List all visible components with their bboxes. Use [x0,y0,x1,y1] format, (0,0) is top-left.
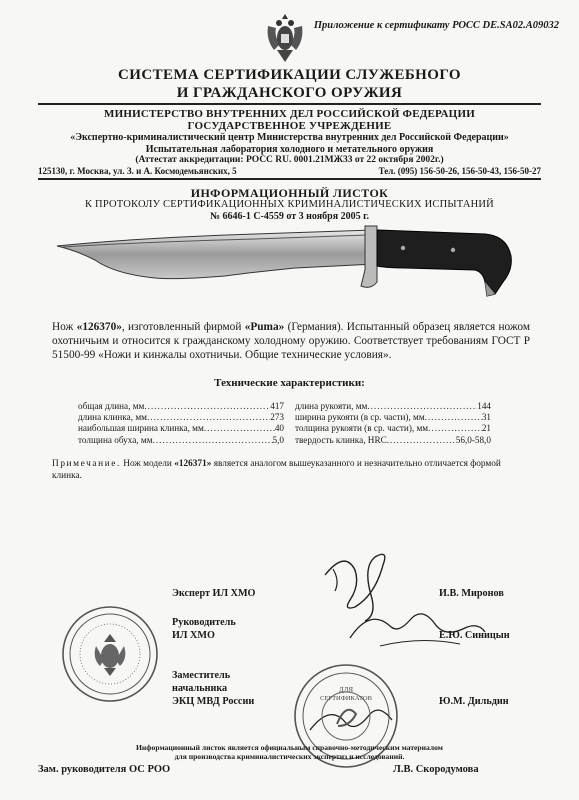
specs-title: Технические характеристики: [214,377,365,389]
note-model: «126371» [174,459,212,469]
spec-leader [367,401,477,412]
official-stamp-left [60,604,160,704]
spec-value: 31 [481,412,491,423]
specs-left-list [78,401,284,446]
deputy-name: Ю.М. Дильдин [439,696,509,707]
head-role-line2: ИЛ ХМО [172,630,215,641]
spec-value: 5,0 [272,434,284,445]
spec-label: твердость клинка, HRC [295,434,387,445]
ministry-line1: МИНИСТЕРСТВО ВНУТРЕННИХ ДЕЛ РОССИЙСКОЙ ФЕДЕРАЦИИ [104,108,475,120]
divider-top [38,103,541,105]
knife-illustration [55,220,525,300]
spec-row [295,423,491,434]
spec-leader [144,401,270,412]
expert-role: Эксперт ИЛ ХМО [172,588,256,599]
spec-leader [153,435,273,446]
info-number: № 6646-1 С-4559 от 3 ноября 2005 г. [209,211,370,222]
spec-row [78,435,284,446]
ministry-line5: (Аттестат аккредитации: РОСС RU. 0001.21МЖ33 от 22 октября 2002г.) [135,155,444,165]
description-text-2: , изготовленный фирмой [121,321,245,333]
ministry-line2: ГОСУДАРСТВЕННОЕ УЧРЕЖДЕНИЕ [187,120,392,132]
description-text-3: (Германия). Испытанный образец является ножом охотничьим и относится к гражданскому холодному оружию. Соответствует требованиям ГОСТ Р 51500-99 «Ножи и кинжалы охотничьи. Общие технические условия». [52,321,531,361]
divider-address [38,178,541,180]
spec-value: 144 [477,401,491,411]
spec-label: наибольшая ширина клинка, мм [78,423,204,434]
spec-label: ширина рукояти (в ср. части), мм [295,412,425,423]
footer-line2: для производства криминалистических экспертиз и исследований. [174,752,405,761]
description-text-1: Нож [52,321,77,333]
spec-value: 417 [270,401,284,411]
spec-row [295,401,491,412]
head-role-line1: Руководитель [172,617,236,628]
deputy-role-line3: ЭКЦ МВД России [172,696,255,707]
ministry-address: 125130, г. Москва, ул. З. и А. Космодемьянских, 5 [38,166,237,176]
spec-row [295,435,491,446]
specs-right-list [295,401,491,446]
spec-leader [387,435,456,446]
system-title-line2: И ГРАЖДАНСКОГО ОРУЖИЯ [176,85,403,101]
head-name: Е.Ю. Синицын [439,630,510,641]
spec-leader [204,423,275,434]
note-paragraph [52,458,530,482]
spec-label: общая длина, мм [78,401,145,411]
spec-leader [147,412,270,423]
spec-label: толщина рукояти (в ср. части), мм [295,423,429,434]
spec-value: 56,0-58,0 [455,434,491,445]
spec-label: длина клинка, мм [78,412,147,423]
note-label: Примечание. [52,459,121,469]
appendix-label: Приложение к сертификату РОСС DE.SA02.A09032 [313,20,559,31]
info-title: ИНФОРМАЦИОННЫЙ ЛИСТОК [190,186,389,200]
stamp-label-line1: ДЛЯ [338,686,354,694]
spec-label: длина рукояти, мм [295,401,368,411]
spec-row [78,401,284,412]
note-text-1: Нож модели [120,459,175,469]
spec-row [78,412,284,423]
footer-note [0,743,579,761]
spec-leader [425,412,482,423]
ministry-line3: «Экспертно-криминалистический центр Министерства внутренних дел Российской Федерации» [70,132,509,143]
os-deputy-role: Зам. руководителя ОС РОО [38,764,171,775]
info-subtitle: К ПРОТОКОЛУ СЕРТИФИКАЦИОННЫХ КРИМИНАЛИСТИЧЕСКИХ ИСПЫТАНИЙ [85,199,494,210]
brand-name: «Puma» [244,321,285,333]
spec-value: 21 [481,423,491,434]
model-number: «126370» [76,321,122,333]
ministry-phone: Тел. (095) 156-50-26, 156-50-43, 156-50-27 [378,166,541,176]
coat-of-arms-emblem [262,10,308,66]
deputy-role-line1: Заместитель [172,670,231,681]
spec-label: толщина обуха, мм [78,434,153,445]
footer-line1: Информационный листок является официальным справочно-методическим материалом [136,743,443,752]
spec-value: 40 [274,423,284,434]
head-signature [340,598,490,658]
note-text-2: является аналогом вышеуказанного и незначительно отличается формой клинка. [52,459,501,481]
spec-row [78,423,284,434]
system-title-line1: СИСТЕМА СЕРТИФИКАЦИИ СЛУЖЕБНОГО [118,67,461,83]
spec-row [295,412,491,423]
spec-value: 273 [270,412,284,423]
deputy-role-line2: начальника [172,683,228,694]
ministry-line4: Испытательная лаборатория холодного и метательного оружия [145,144,434,155]
stamp-label-line2: СЕРТИФИКАТОВ [320,695,372,702]
expert-name: И.В. Миронов [439,588,504,599]
os-deputy-name: Л.В. Скородумова [393,764,479,775]
description-paragraph [52,320,530,362]
spec-leader [428,423,482,434]
